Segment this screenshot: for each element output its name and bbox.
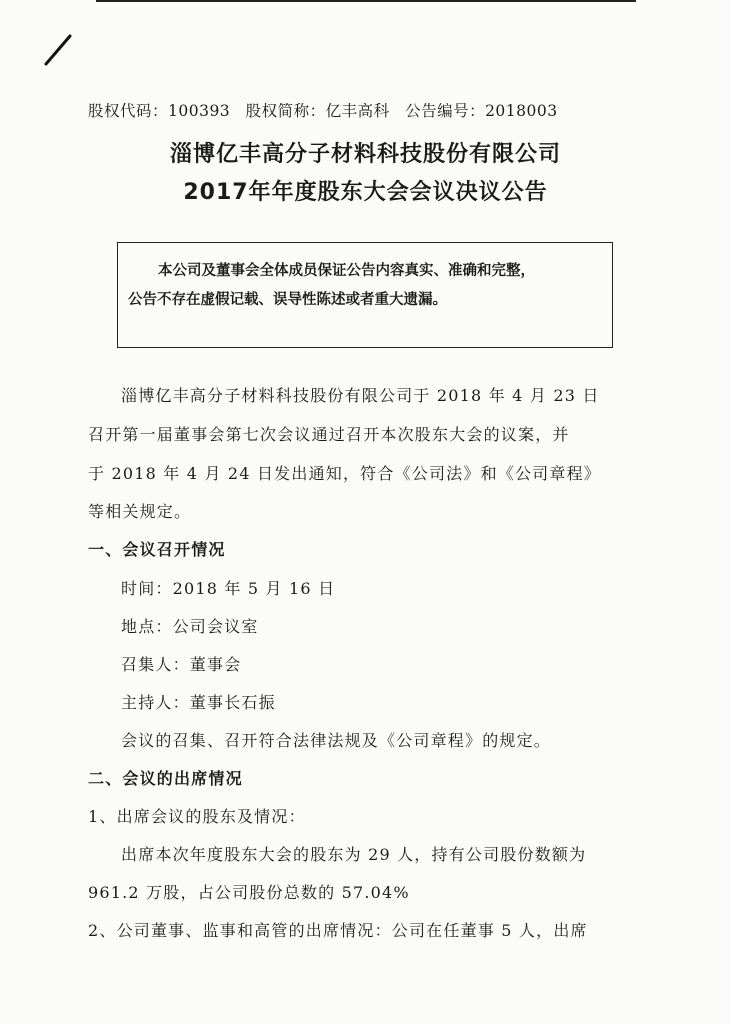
disclaimer-line-2: 公告不存在虚假记载、误导性陈述或者重大遗漏。 [128, 292, 447, 308]
intro-line-2: 召开第一届董事会第七次会议通过召开本次股东大会的议案，并 [88, 425, 570, 444]
attendance-item-2-line-1: 2、公司董事、监事和高管的出席情况：公司在任董事 5 人，出席 [88, 921, 588, 940]
meeting-host: 主持人：董事长石振 [121, 693, 276, 712]
section-1-heading: 一、会议召开情况 [88, 540, 226, 559]
attendance-item-1-title: 1、出席会议的股东及情况： [88, 807, 306, 826]
meeting-place: 地点：公司会议室 [121, 617, 259, 636]
intro-line-4: 等相关规定。 [88, 502, 192, 521]
company-title: 淄博亿丰高分子材料科技股份有限公司 [169, 142, 561, 167]
meeting-convener: 召集人：董事会 [121, 655, 242, 674]
intro-line-3: 于 2018 年 4 月 24 日发出通知，符合《公司法》和《公司章程》 [88, 464, 601, 483]
pen-slash-mark [40, 30, 80, 70]
attendance-item-1-line-1: 出席本次年度股东大会的股东为 29 人，持有公司股份数额为 [121, 845, 587, 864]
meeting-compliance: 会议的召集、召开符合法律法规及《公司章程》的规定。 [121, 731, 552, 750]
disclaimer-box [117, 242, 613, 348]
stock-code: 股权代码：100393 [88, 102, 231, 120]
meeting-time: 时间：2018 年 5 月 16 日 [121, 579, 336, 598]
notice-number: 公告编号：2018003 [405, 102, 558, 120]
intro-line-1: 淄博亿丰高分子材料科技股份有限公司于 2018 年 4 月 23 日 [121, 386, 600, 405]
notice-title: 2017年年度股东大会会议决议公告 [183, 180, 548, 205]
disclaimer-line-1: 本公司及董事会全体成员保证公告内容真实、准确和完整， [158, 263, 535, 279]
document-header [88, 99, 648, 121]
stock-abbreviation: 股权简称：亿丰高科 [245, 102, 390, 120]
page-top-border [96, 0, 636, 2]
attendance-item-1-line-2: 961.2 万股，占公司股份总数的 57.04% [88, 883, 410, 902]
section-2-heading: 二、会议的出席情况 [88, 769, 243, 788]
